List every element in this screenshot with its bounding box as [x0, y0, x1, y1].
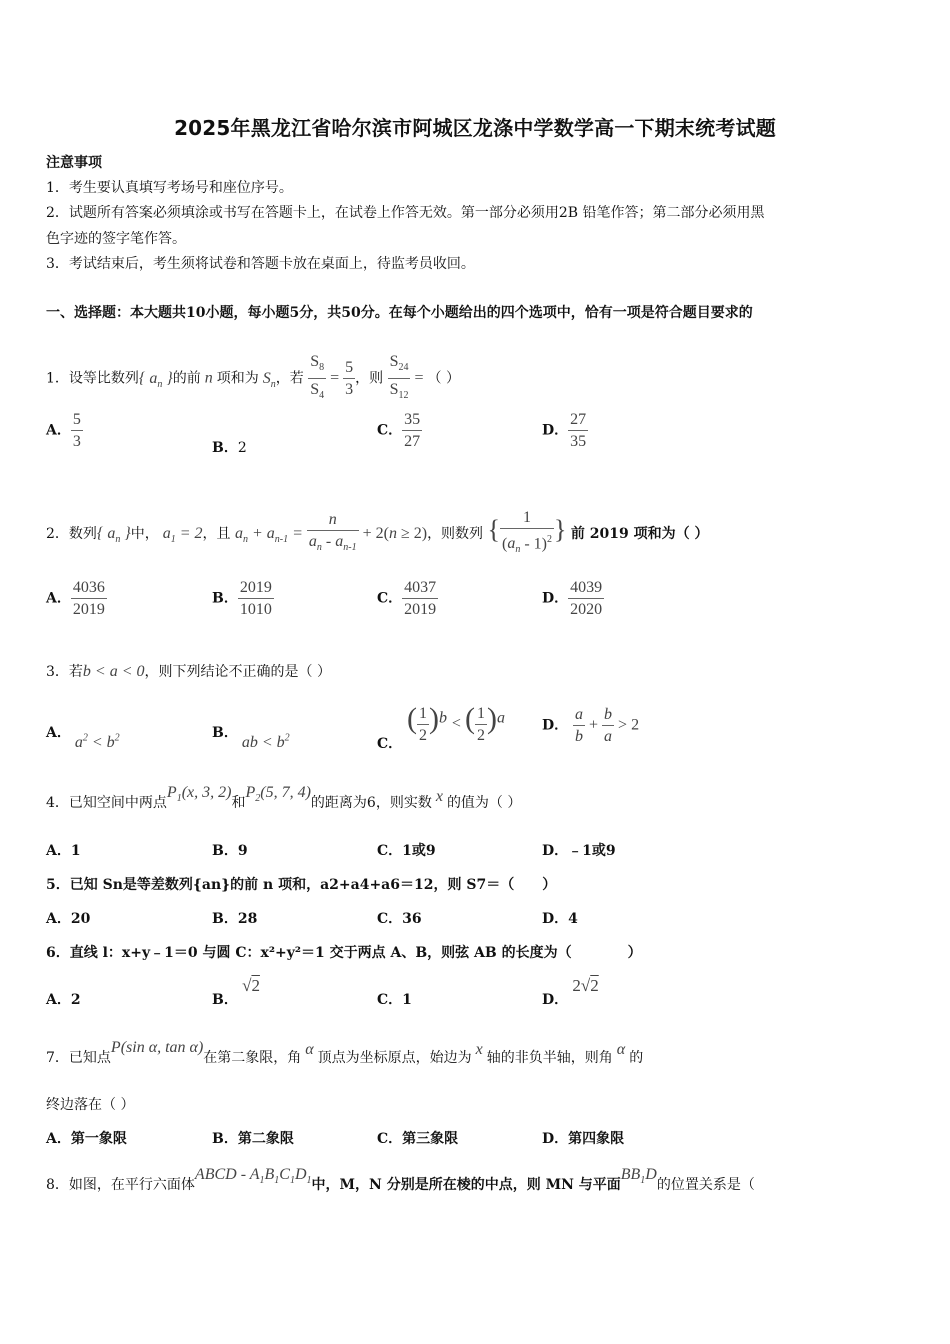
- notice-item: 3．考试结束后，考生须将试卷和答题卡放在桌面上，待监考员收回。: [46, 256, 475, 272]
- question-7: 7．已知点P(sin α, tan α)在第二象限，角 α 顶点为坐标原点，始边为 x 轴的非负半轴，则角 α 的: [46, 1039, 644, 1066]
- q1-option-b[interactable]: B．2: [212, 440, 247, 456]
- q3-option-c[interactable]: C． ( $\frac{1}{2}$ )$^b$ < ( $\frac{1}{2}$ )$^a$: [377, 702, 505, 752]
- q5-option-d[interactable]: D．4: [542, 911, 578, 927]
- question-7-cont: 终边落在（ ）: [46, 1097, 135, 1113]
- q5-option-a[interactable]: A．20: [46, 911, 91, 927]
- q4-option-d[interactable]: D．﹣1或9: [542, 843, 616, 859]
- q6-option-d[interactable]: D． 2√2: [542, 976, 599, 1008]
- question-6: 6．直线 l：x+y﹣1＝0 与圆 C：x²+y²＝1 交于两点 A、B，则弦 AB 的长度为（ ）: [46, 945, 642, 961]
- q4-option-a[interactable]: A．1: [46, 843, 81, 859]
- q3-option-d[interactable]: D． $\frac{a}{b}$ + $\frac{b}{a}$ > 2: [542, 706, 640, 745]
- q3-option-b[interactable]: B． ab < $b^2$: [212, 725, 290, 751]
- notice-item: 2．试题所有答案必须填涂或书写在答题卡上，在试卷上作答无效。第一部分必须用2B 铅笔作答；第二部分必须用黑: [46, 205, 765, 221]
- question-8: 8．如图，在平行六面体ABCD - $A_1B_1C_1D_1$中，M，N 分别是所在棱的中点，则 MN 与平面$BB_1D$的位置关系是（: [46, 1166, 755, 1193]
- section-heading: 一、选择题：本大题共10小题，每小题5分，共50分。在每个小题给出的四个选项中，恰有一项是符合题目要求的: [46, 305, 753, 321]
- q5-option-c[interactable]: C．36: [377, 911, 422, 927]
- q7-option-b[interactable]: B．第二象限: [212, 1131, 294, 1147]
- q7-option-d[interactable]: D．第四象限: [542, 1131, 625, 1147]
- q1-option-d[interactable]: D． $\frac{27}{35}$: [542, 411, 587, 450]
- page-title: 2025年黑龙江省哈尔滨市阿城区龙涤中学数学高一下期末统考试题: [174, 116, 776, 140]
- q7-option-c[interactable]: C．第三象限: [377, 1131, 459, 1147]
- question-3: 3．若b < a < 0，则下列结论不正确的是（ ）: [46, 663, 331, 680]
- q3-option-a[interactable]: A． $a^2 < b^2$: [46, 725, 120, 751]
- q2-option-d[interactable]: D． $\frac{4039}{2020}$: [542, 579, 603, 618]
- question-1: 1．设等比数列{ $a_n$ }的前 n 项和为 $S_n$，若 $\frac{S_8}{S_4}$ = $\frac{5}{3}$ ，则 $\frac{S_{24}}{S_{12}}$ = （ ）: [46, 353, 460, 402]
- q1-option-c[interactable]: C． $\frac{35}{27}$: [377, 411, 421, 450]
- q1-option-a[interactable]: A． $\frac{5}{3}$: [46, 411, 81, 450]
- q5-option-b[interactable]: B．28: [212, 911, 258, 927]
- question-2: 2．数列{ $a_n$ }中， $a_1 = 2$，且 $a_n + a_{n-1}$ = $\frac{n}{a_n - a_{n-1}}$ + 2(n ≥ 2)，则数列 { $\frac{1}{(a_n - 1)^2}$ } 前 2019 项和为（ ）: [46, 509, 709, 556]
- q2-option-c[interactable]: C． $\frac{4037}{2019}$: [377, 579, 437, 618]
- q7-option-a[interactable]: A．第一象限: [46, 1131, 127, 1147]
- q6-option-c[interactable]: C．1: [377, 992, 412, 1008]
- notice-item: 色字迹的签字笔作答。: [46, 231, 186, 247]
- q2-option-b[interactable]: B． $\frac{2019}{1010}$: [212, 579, 272, 618]
- question-4: 4．已知空间中两点$P_1(x$, 3, 2)和$P_2(5$, 7, 4)的距离为6，则实数 x 的值为（ ）: [46, 784, 522, 811]
- notice-heading: 注意事项: [46, 155, 102, 171]
- q6-option-a[interactable]: A．2: [46, 992, 81, 1008]
- q4-option-b[interactable]: B．9: [212, 843, 248, 859]
- q2-option-a[interactable]: A． $\frac{4036}{2019}$: [46, 579, 105, 618]
- q4-option-c[interactable]: C．1或9: [377, 843, 436, 859]
- question-5: 5．已知 Sn是等差数列{an}的前 n 项和，a2+a4+a6＝12，则 S7＝（ ）: [46, 877, 557, 893]
- notice-item: 1．考生要认真填写考场号和座位序号。: [46, 180, 293, 196]
- q6-option-b[interactable]: B． √2: [212, 976, 260, 1008]
